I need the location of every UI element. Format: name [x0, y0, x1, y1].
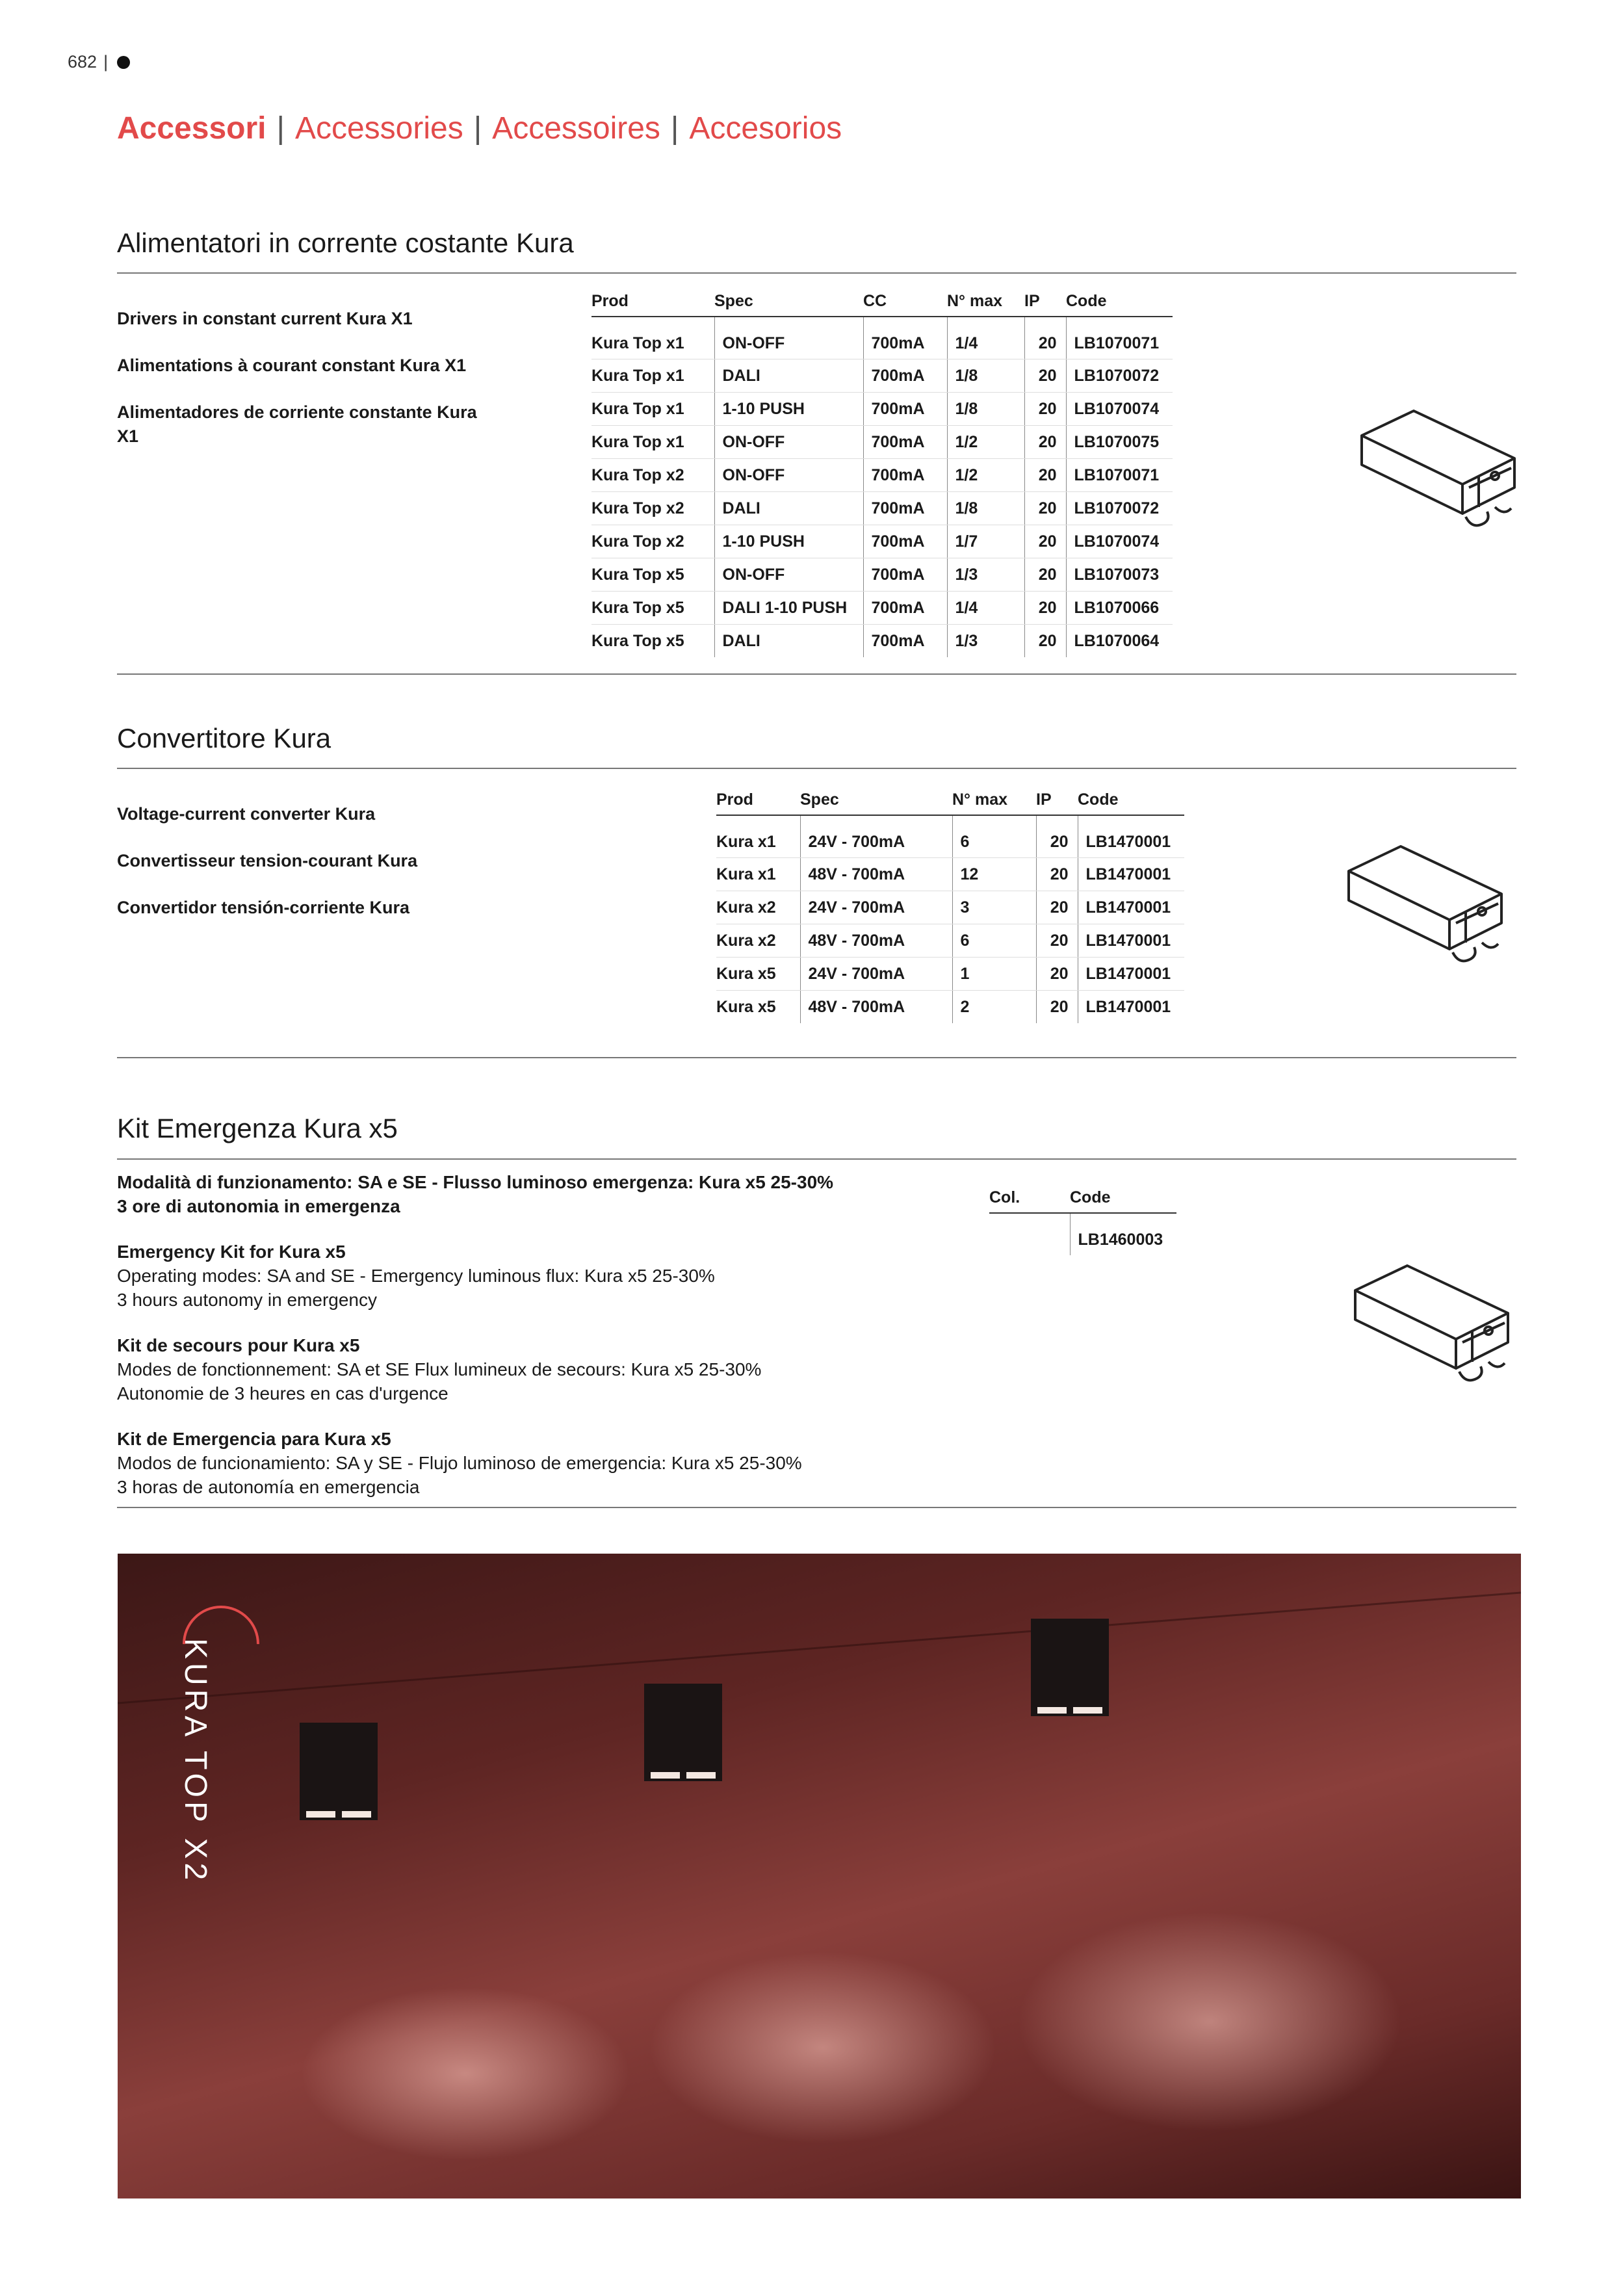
table-cell: 1 [952, 958, 1036, 991]
desc-italian-line2: 3 ore di autonomia in emergenza [117, 1196, 400, 1216]
title-spanish: Accesorios [689, 111, 842, 146]
emergency-kit-icon [1349, 1258, 1514, 1388]
table-row [591, 359, 1173, 393]
table-cell: 1/8 [947, 359, 1024, 393]
product-photo [118, 1554, 1521, 2198]
table-cell: LB1070071 [1066, 317, 1173, 359]
table-cell: 20 [1024, 525, 1066, 558]
table-cell: 20 [1036, 924, 1078, 958]
table-cell: Kura Top x1 [591, 317, 714, 359]
table-cell: LB1070071 [1066, 459, 1173, 492]
table-cell: Kura x5 [716, 997, 776, 1016]
table-cell: 1/2 [947, 426, 1024, 459]
table-cell: 20 [1024, 558, 1066, 592]
table-cell: 1/2 [947, 459, 1024, 492]
desc-french-line2: Autonomie de 3 heures en cas d'urgence [117, 1383, 448, 1403]
table-cell: LB1070074 [1066, 393, 1173, 426]
table-header-row [591, 290, 1173, 317]
table-cell: 20 [1036, 891, 1078, 924]
table-cell: Kura Top x1 [591, 393, 714, 426]
table-cell: 20 [1024, 459, 1066, 492]
table-cell: 24V - 700mA [800, 815, 952, 858]
col-cc: CC [863, 290, 947, 317]
col-prod: Prod [591, 290, 714, 317]
table-cell: 700mA [863, 625, 947, 658]
table-cell: 1-10 PUSH [714, 525, 863, 558]
table-cell: 700mA [863, 558, 947, 592]
col-spec: Spec [714, 290, 863, 317]
desc-french-line1: Modes de fonctionnement: SA et SE Flux lumineux de secours: Kura x5 25-30% [117, 1359, 762, 1379]
col-nmax: N° max [952, 789, 1036, 815]
table-cell: 20 [1024, 592, 1066, 625]
divider [117, 768, 1516, 769]
desc-english: Voltage-current converter Kura [117, 804, 376, 824]
table-cell: DALI [714, 359, 863, 393]
converter-description [117, 802, 481, 943]
table-cell: 20 [1036, 858, 1078, 891]
table-row [716, 924, 1184, 958]
table-cell: Kura Top x5 [591, 631, 684, 650]
table-cell: Kura Top x5 [591, 592, 714, 625]
converter-box-icon [1342, 839, 1508, 969]
section-title-drivers: Alimentatori in corrente costante Kura [117, 228, 574, 258]
table-cell: 20 [1024, 426, 1066, 459]
title-english: Accessories [294, 111, 463, 146]
col-ip: IP [1036, 789, 1078, 815]
table-cell: 20 [1024, 492, 1066, 525]
table-cell [989, 1213, 1070, 1255]
title-separator: | [670, 111, 679, 146]
table-cell: LB1070072 [1066, 359, 1173, 393]
table-cell: 1/7 [947, 525, 1024, 558]
desc-english-line1: Operating modes: SA and SE - Emergency luminous flux: Kura x5 25-30% [117, 1266, 715, 1286]
table-cell: 24V - 700mA [800, 958, 952, 991]
drivers-description [117, 307, 481, 471]
table-row [591, 317, 1173, 359]
table-cell: LB1470001 [1078, 924, 1184, 958]
converter-table [716, 789, 1184, 1023]
table-cell: 48V - 700mA [800, 924, 952, 958]
desc-english: Drivers in constant current Kura X1 [117, 309, 413, 328]
table-cell: LB1070074 [1066, 525, 1173, 558]
table-cell: 1/8 [947, 393, 1024, 426]
table-cell: 20 [1036, 815, 1078, 858]
bullet-icon [117, 56, 130, 69]
table-cell: Kura x1 [716, 858, 800, 891]
desc-spanish-line2: 3 horas de autonomía en emergencia [117, 1477, 420, 1497]
divider [117, 1057, 1516, 1058]
desc-french: Alimentations à courant constant Kura X1 [117, 356, 467, 375]
table-cell: DALI [714, 492, 863, 525]
table-cell: Kura x5 [716, 958, 800, 991]
table-cell: 1/8 [947, 492, 1024, 525]
table-cell: LB1470001 [1078, 858, 1184, 891]
table-cell: Kura x2 [716, 924, 800, 958]
desc-english-line2: 3 hours autonomy in emergency [117, 1290, 377, 1310]
table-cell: LB1470001 [1078, 815, 1184, 858]
table-cell: LB1470001 [1078, 991, 1184, 1024]
table-cell: 700mA [863, 592, 947, 625]
page-number-text: 682 [68, 52, 97, 72]
table-header-row [989, 1186, 1176, 1213]
table-row [591, 592, 1173, 625]
table-cell: DALI 1-10 PUSH [714, 592, 863, 625]
col-col: Col. [989, 1186, 1070, 1213]
title-italian: Accessori [117, 111, 266, 146]
table-row [591, 393, 1173, 426]
desc-spanish-line1: Modos de funcionamiento: SA y SE - Flujo luminoso de emergencia: Kura x5 25-30% [117, 1453, 802, 1473]
title-separator: | [473, 111, 482, 146]
table-cell: LB1070064 [1066, 625, 1173, 658]
table-cell: Kura x1 [716, 815, 800, 858]
table-row [716, 815, 1184, 858]
table-cell: LB1070072 [1066, 492, 1173, 525]
product-label: KURA TOP X2 [178, 1638, 213, 1885]
section-title-converter: Convertitore Kura [117, 723, 331, 753]
drivers-table [591, 290, 1173, 657]
table-cell: LB1470001 [1078, 891, 1184, 924]
section-title-emergency: Kit Emergenza Kura x5 [117, 1113, 398, 1143]
table-cell: Kura Top x2 [591, 459, 714, 492]
table-cell: 1/3 [947, 625, 1024, 658]
table-row [989, 1213, 1176, 1255]
table-cell: LB1070066 [1066, 592, 1173, 625]
table-cell: Kura Top x2 [591, 492, 714, 525]
table-cell: LB1460003 [1070, 1213, 1176, 1255]
divider [117, 673, 1516, 675]
emergency-description [117, 1170, 962, 1520]
desc-french-title: Kit de secours pour Kura x5 [117, 1335, 360, 1355]
table-header-row [716, 789, 1184, 815]
title-separator: | [276, 111, 285, 146]
table-row [591, 525, 1173, 558]
table-cell: 1/3 [947, 558, 1024, 592]
desc-english [117, 1240, 962, 1312]
desc-spanish: Alimentadores de corriente constante Kura X1 [117, 402, 477, 446]
divider [117, 272, 1516, 274]
table-row [591, 558, 1173, 592]
table-cell: 1-10 PUSH [714, 393, 863, 426]
table-cell: ON-OFF [714, 558, 863, 592]
table-cell: 20 [1036, 958, 1078, 991]
table-row [591, 625, 1173, 658]
table-cell: 700mA [863, 359, 947, 393]
table-row [716, 958, 1184, 991]
page-number [68, 52, 130, 72]
col-nmax: N° max [947, 290, 1024, 317]
table-cell: 1/4 [947, 317, 1024, 359]
col-ip: IP [1024, 290, 1066, 317]
table-cell: 20 [1024, 317, 1066, 359]
col-code: Code [1066, 290, 1173, 317]
table-cell: 700mA [863, 426, 947, 459]
ceiling-lights-illustration [118, 1554, 1521, 2198]
table-cell: 700mA [863, 459, 947, 492]
table-row [716, 991, 1184, 1024]
col-code: Code [1070, 1186, 1176, 1213]
table-cell: 6 [952, 924, 1036, 958]
table-cell: Kura x2 [716, 891, 800, 924]
col-code: Code [1078, 789, 1184, 815]
table-row [591, 459, 1173, 492]
driver-box-icon [1355, 403, 1521, 533]
table-cell: Kura Top x2 [591, 525, 714, 558]
table-cell: 20 [1024, 359, 1066, 393]
table-cell: ON-OFF [714, 317, 863, 359]
table-cell: LB1470001 [1078, 958, 1184, 991]
desc-italian-line1: Modalità di funzionamento: SA e SE - Flusso luminoso emergenza: Kura x5 25-30% [117, 1172, 834, 1192]
desc-spanish [117, 1427, 962, 1499]
table-row [591, 492, 1173, 525]
table-cell: 1/4 [947, 592, 1024, 625]
table-cell: 20 [1036, 991, 1078, 1024]
col-prod: Prod [716, 789, 800, 815]
desc-french: Convertisseur tension-courant Kura [117, 851, 418, 870]
table-cell: 24V - 700mA [800, 891, 952, 924]
table-cell: LB1070073 [1066, 558, 1173, 592]
desc-spanish: Convertidor tensión-corriente Kura [117, 898, 410, 917]
table-cell: 20 [1024, 393, 1066, 426]
table-cell: 6 [952, 815, 1036, 858]
table-row [591, 426, 1173, 459]
table-cell: 20 [1024, 625, 1066, 658]
divider [117, 1507, 1516, 1508]
table-row [716, 891, 1184, 924]
table-cell: 700mA [863, 317, 947, 359]
table-cell: DALI [714, 625, 863, 658]
table-cell: Kura Top x1 [591, 426, 714, 459]
page-title [117, 111, 842, 146]
divider [117, 1158, 1516, 1160]
table-cell: Kura Top x5 [591, 558, 714, 592]
desc-italian [117, 1170, 962, 1218]
table-cell: 48V - 700mA [800, 858, 952, 891]
table-cell: 700mA [863, 492, 947, 525]
table-row [716, 858, 1184, 891]
table-cell: 700mA [863, 525, 947, 558]
table-cell: 12 [952, 858, 1036, 891]
table-cell: ON-OFF [714, 426, 863, 459]
table-cell: 700mA [863, 393, 947, 426]
desc-spanish-title: Kit de Emergencia para Kura x5 [117, 1429, 391, 1449]
table-cell: Kura Top x1 [591, 359, 714, 393]
col-spec: Spec [800, 789, 952, 815]
emergency-table [989, 1186, 1176, 1255]
table-cell: 2 [952, 991, 1036, 1024]
table-cell: 48V - 700mA [800, 991, 952, 1024]
title-french: Accessoires [492, 111, 660, 146]
table-cell: ON-OFF [714, 459, 863, 492]
table-cell: LB1070075 [1066, 426, 1173, 459]
desc-english-title: Emergency Kit for Kura x5 [117, 1242, 346, 1262]
table-cell: 3 [952, 891, 1036, 924]
page-number-separator: | [103, 52, 109, 72]
desc-french [117, 1333, 962, 1405]
